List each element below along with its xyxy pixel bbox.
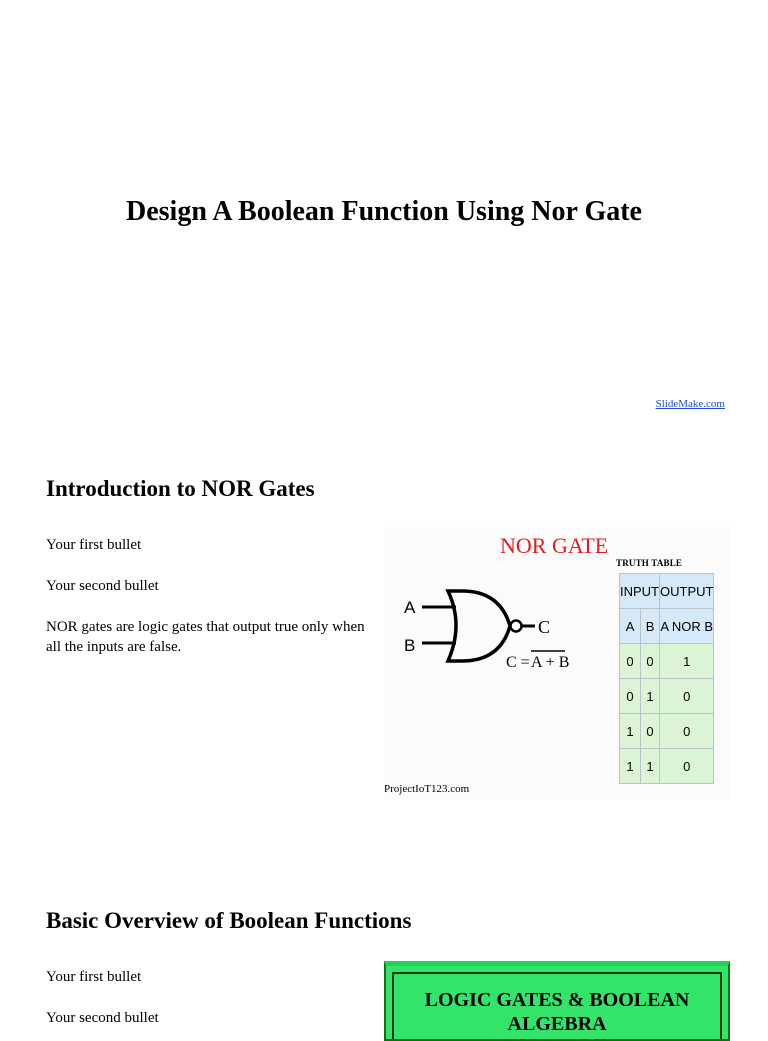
equation-overbar-term: A + B — [531, 654, 570, 671]
bullet-item: Your first bullet — [46, 537, 142, 553]
bullet-item: Your first bullet — [46, 969, 142, 985]
output-c-label: C — [538, 617, 551, 637]
logic-gates-banner — [384, 961, 730, 1041]
bullet-item: NOR gates are logic gates that output true only when all the inputs are false. — [46, 619, 365, 655]
table-cell: 1 — [641, 679, 660, 714]
table-cell: 0 — [660, 749, 714, 784]
table-cell: 1 — [660, 644, 714, 679]
input-a-label: A — [404, 598, 416, 617]
truth-table — [619, 573, 714, 784]
slide-title: Design A Boolean Function Using Nor Gate — [126, 196, 642, 227]
table-cell: 1 — [620, 714, 641, 749]
bullet-item: Your second bullet — [46, 1010, 159, 1026]
table-row — [620, 749, 714, 784]
table-header-output: OUTPUT — [660, 574, 714, 609]
table-header-input: INPUT — [620, 574, 660, 609]
bullet-item: Your second bullet — [46, 578, 159, 594]
truth-table-caption: TRUTH TABLE — [616, 558, 683, 568]
table-cell: 0 — [660, 679, 714, 714]
section-heading-boolean-overview: Basic Overview of Boolean Functions — [46, 908, 412, 933]
input-b-label: B — [404, 636, 416, 655]
table-cell: 0 — [660, 714, 714, 749]
table-cell: 1 — [641, 749, 660, 784]
table-cell: 0 — [641, 714, 660, 749]
nor-gate-title: NOR GATE — [500, 533, 609, 558]
equation-prefix: C = — [506, 654, 530, 671]
table-cell: 0 — [620, 644, 641, 679]
nor-gate-symbol — [400, 583, 600, 683]
section-heading-nor-intro: Introduction to NOR Gates — [46, 476, 315, 501]
table-row — [620, 644, 714, 679]
table-cell: 1 — [620, 749, 641, 784]
table-row — [620, 714, 714, 749]
table-row — [620, 679, 714, 714]
banner-title: LOGIC GATES & BOOLEAN ALGEBRA — [424, 989, 690, 1035]
nor-gate-figure — [384, 527, 730, 800]
table-cell: 0 — [620, 679, 641, 714]
table-cell: 0 — [641, 644, 660, 679]
table-subheader-b: B — [641, 609, 660, 644]
figure-source-credit: ProjectIoT123.com — [384, 783, 470, 795]
slidemake-link[interactable]: SlideMake.com — [655, 398, 725, 410]
table-subheader-nor: A NOR B — [660, 609, 714, 644]
table-subheader-a: A — [620, 609, 641, 644]
